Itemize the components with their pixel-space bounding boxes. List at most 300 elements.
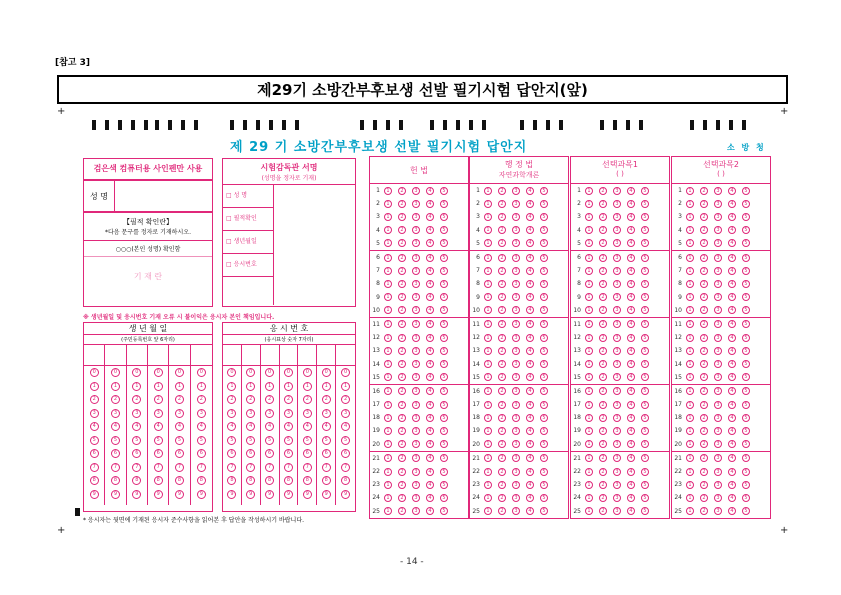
answer-bubble[interactable]: 3 [412,226,420,234]
answer-bubble[interactable]: 5 [540,280,548,288]
answer-bubble[interactable]: 3 [512,293,520,301]
answer-bubble[interactable]: 3 [512,254,520,262]
answer-bubble[interactable]: 4 [627,280,635,288]
digit-bubble[interactable]: 4 [132,422,141,431]
answer-bubble[interactable]: 2 [398,280,406,288]
answer-bubble[interactable]: 3 [613,293,621,301]
answer-bubble[interactable]: 3 [412,427,420,435]
answer-bubble[interactable]: 1 [585,427,593,435]
answer-bubble[interactable]: 5 [641,347,649,355]
answer-bubble[interactable]: 5 [742,347,750,355]
answer-bubble[interactable]: 2 [700,280,708,288]
digit-bubble[interactable]: 8 [227,476,236,485]
answer-bubble[interactable]: 4 [728,414,736,422]
digit-bubble[interactable]: 8 [246,476,255,485]
answer-bubble[interactable]: 3 [512,468,520,476]
answer-bubble[interactable]: 2 [398,267,406,275]
answer-bubble[interactable]: 3 [714,293,722,301]
answer-bubble[interactable]: 4 [426,320,434,328]
answer-bubble[interactable]: 1 [686,468,694,476]
answer-bubble[interactable]: 4 [728,200,736,208]
answer-bubble[interactable]: 3 [412,347,420,355]
digit-bubble[interactable]: 6 [246,449,255,458]
answer-bubble[interactable]: 4 [526,427,534,435]
digit-entry-cell[interactable] [84,345,104,366]
answer-bubble[interactable]: 2 [498,306,506,314]
answer-bubble[interactable]: 3 [512,481,520,489]
digit-entry-cell[interactable] [280,345,298,366]
answer-bubble[interactable]: 1 [686,481,694,489]
answer-bubble[interactable]: 3 [412,239,420,247]
answer-bubble[interactable]: 3 [714,267,722,275]
answer-bubble[interactable]: 1 [585,334,593,342]
answer-bubble[interactable]: 1 [585,239,593,247]
answer-bubble[interactable]: 5 [440,320,448,328]
answer-bubble[interactable]: 5 [641,494,649,502]
answer-bubble[interactable]: 1 [384,401,392,409]
answer-bubble[interactable]: 4 [426,334,434,342]
answer-bubble[interactable]: 3 [512,334,520,342]
digit-bubble[interactable]: 3 [132,409,141,418]
digit-bubble[interactable]: 6 [132,449,141,458]
answer-bubble[interactable]: 3 [512,387,520,395]
answer-bubble[interactable]: 2 [398,414,406,422]
answer-bubble[interactable]: 1 [384,306,392,314]
digit-bubble[interactable]: 5 [284,436,293,445]
answer-bubble[interactable]: 5 [742,360,750,368]
answer-bubble[interactable]: 1 [686,494,694,502]
answer-bubble[interactable]: 1 [484,401,492,409]
digit-bubble[interactable]: 2 [341,395,350,404]
answer-bubble[interactable]: 5 [440,454,448,462]
answer-bubble[interactable]: 3 [714,401,722,409]
answer-bubble[interactable]: 4 [728,254,736,262]
answer-bubble[interactable]: 2 [599,507,607,515]
answer-bubble[interactable]: 5 [540,401,548,409]
answer-bubble[interactable]: 1 [384,187,392,195]
answer-bubble[interactable]: 2 [599,213,607,221]
digit-bubble[interactable]: 3 [284,409,293,418]
digit-bubble[interactable]: 4 [227,422,236,431]
digit-bubble[interactable]: 7 [265,463,274,472]
digit-bubble[interactable]: 5 [246,436,255,445]
answer-bubble[interactable]: 2 [398,239,406,247]
digit-bubble[interactable]: 4 [265,422,274,431]
answer-bubble[interactable]: 4 [728,334,736,342]
answer-bubble[interactable]: 5 [641,254,649,262]
answer-bubble[interactable]: 4 [728,347,736,355]
digit-bubble[interactable]: 6 [197,449,206,458]
digit-bubble[interactable]: 0 [90,368,99,377]
answer-bubble[interactable]: 3 [412,320,420,328]
digit-entry-cell[interactable] [148,345,168,366]
answer-bubble[interactable]: 2 [398,427,406,435]
digit-entry-cell[interactable] [261,345,279,366]
digit-bubble[interactable]: 8 [154,476,163,485]
answer-bubble[interactable]: 5 [641,387,649,395]
answer-bubble[interactable]: 5 [742,494,750,502]
answer-bubble[interactable]: 5 [641,360,649,368]
digit-bubble[interactable]: 0 [111,368,120,377]
answer-bubble[interactable]: 1 [585,414,593,422]
digit-entry-cell[interactable] [191,345,212,366]
answer-bubble[interactable]: 3 [412,334,420,342]
answer-bubble[interactable]: 2 [498,267,506,275]
answer-bubble[interactable]: 3 [613,306,621,314]
answer-bubble[interactable]: 3 [512,401,520,409]
answer-bubble[interactable]: 2 [599,414,607,422]
answer-bubble[interactable]: 2 [498,213,506,221]
answer-bubble[interactable]: 2 [599,334,607,342]
answer-bubble[interactable]: 4 [426,360,434,368]
answer-bubble[interactable]: 1 [484,320,492,328]
digit-bubble[interactable]: 2 [322,395,331,404]
answer-bubble[interactable]: 2 [700,454,708,462]
answer-bubble[interactable]: 5 [540,187,548,195]
digit-bubble[interactable]: 6 [90,449,99,458]
answer-bubble[interactable]: 4 [426,494,434,502]
answer-bubble[interactable]: 4 [426,254,434,262]
answer-bubble[interactable]: 3 [412,293,420,301]
answer-bubble[interactable]: 3 [412,468,420,476]
digit-bubble[interactable]: 9 [303,490,312,499]
digit-bubble[interactable]: 7 [322,463,331,472]
answer-bubble[interactable]: 3 [412,213,420,221]
answer-bubble[interactable]: 2 [498,226,506,234]
answer-bubble[interactable]: 5 [742,293,750,301]
answer-bubble[interactable]: 1 [384,440,392,448]
answer-bubble[interactable]: 1 [686,454,694,462]
answer-bubble[interactable]: 2 [498,507,506,515]
answer-bubble[interactable]: 2 [700,187,708,195]
answer-bubble[interactable]: 5 [540,387,548,395]
answer-bubble[interactable]: 1 [384,427,392,435]
digit-bubble[interactable]: 2 [284,395,293,404]
answer-bubble[interactable]: 5 [440,187,448,195]
answer-bubble[interactable]: 4 [426,267,434,275]
answer-bubble[interactable]: 3 [714,334,722,342]
answer-bubble[interactable]: 1 [585,267,593,275]
digit-bubble[interactable]: 0 [303,368,312,377]
answer-bubble[interactable]: 5 [440,494,448,502]
digit-bubble[interactable]: 7 [154,463,163,472]
answer-bubble[interactable]: 2 [498,200,506,208]
digit-bubble[interactable]: 4 [284,422,293,431]
digit-bubble[interactable]: 7 [111,463,120,472]
answer-bubble[interactable]: 5 [540,373,548,381]
answer-bubble[interactable]: 4 [627,494,635,502]
answer-bubble[interactable]: 4 [728,239,736,247]
answer-bubble[interactable]: 2 [700,360,708,368]
answer-bubble[interactable]: 1 [686,334,694,342]
answer-bubble[interactable]: 2 [700,293,708,301]
answer-bubble[interactable]: 5 [540,481,548,489]
answer-bubble[interactable]: 3 [613,347,621,355]
answer-bubble[interactable]: 3 [714,427,722,435]
digit-bubble[interactable]: 4 [246,422,255,431]
answer-bubble[interactable]: 1 [686,200,694,208]
answer-bubble[interactable]: 2 [398,293,406,301]
answer-bubble[interactable]: 3 [412,401,420,409]
answer-bubble[interactable]: 4 [526,507,534,515]
answer-bubble[interactable]: 1 [484,387,492,395]
answer-bubble[interactable]: 5 [440,427,448,435]
digit-bubble[interactable]: 5 [303,436,312,445]
answer-bubble[interactable]: 5 [440,267,448,275]
digit-bubble[interactable]: 2 [246,395,255,404]
answer-bubble[interactable]: 2 [599,239,607,247]
answer-bubble[interactable]: 1 [484,454,492,462]
answer-bubble[interactable]: 3 [613,481,621,489]
digit-bubble[interactable]: 8 [175,476,184,485]
answer-bubble[interactable]: 2 [599,306,607,314]
answer-bubble[interactable]: 1 [484,360,492,368]
answer-bubble[interactable]: 2 [498,387,506,395]
answer-bubble[interactable]: 1 [585,306,593,314]
answer-bubble[interactable]: 1 [384,373,392,381]
answer-bubble[interactable]: 4 [728,213,736,221]
answer-bubble[interactable]: 1 [585,454,593,462]
digit-bubble[interactable]: 4 [197,422,206,431]
digit-bubble[interactable]: 8 [132,476,141,485]
digit-bubble[interactable]: 9 [284,490,293,499]
answer-bubble[interactable]: 1 [484,239,492,247]
answer-bubble[interactable]: 1 [686,347,694,355]
answer-bubble[interactable]: 2 [700,334,708,342]
answer-bubble[interactable]: 5 [540,320,548,328]
answer-bubble[interactable]: 2 [700,494,708,502]
answer-bubble[interactable]: 3 [512,306,520,314]
answer-bubble[interactable]: 2 [599,320,607,328]
answer-bubble[interactable]: 4 [426,454,434,462]
answer-bubble[interactable]: 2 [700,427,708,435]
answer-bubble[interactable]: 3 [613,401,621,409]
answer-bubble[interactable]: 5 [641,454,649,462]
answer-bubble[interactable]: 2 [599,267,607,275]
answer-bubble[interactable]: 1 [686,293,694,301]
digit-bubble[interactable]: 0 [132,368,141,377]
answer-bubble[interactable]: 3 [714,468,722,476]
answer-bubble[interactable]: 5 [540,468,548,476]
answer-bubble[interactable]: 5 [440,293,448,301]
digit-bubble[interactable]: 5 [90,436,99,445]
digit-bubble[interactable]: 9 [227,490,236,499]
answer-bubble[interactable]: 4 [627,360,635,368]
answer-bubble[interactable]: 1 [384,387,392,395]
answer-bubble[interactable]: 3 [714,200,722,208]
answer-bubble[interactable]: 1 [585,254,593,262]
digit-bubble[interactable]: 0 [197,368,206,377]
digit-bubble[interactable]: 6 [303,449,312,458]
answer-bubble[interactable]: 5 [641,187,649,195]
answer-bubble[interactable]: 2 [700,306,708,314]
answer-bubble[interactable]: 5 [742,213,750,221]
answer-bubble[interactable]: 1 [585,320,593,328]
answer-bubble[interactable]: 4 [728,481,736,489]
answer-bubble[interactable]: 3 [613,320,621,328]
answer-bubble[interactable]: 5 [742,200,750,208]
answer-bubble[interactable]: 2 [599,468,607,476]
answer-bubble[interactable]: 4 [627,440,635,448]
supervisor-check-item[interactable]: □ 성 명 [223,185,273,208]
answer-bubble[interactable]: 4 [426,200,434,208]
digit-bubble[interactable]: 0 [341,368,350,377]
answer-bubble[interactable]: 3 [714,507,722,515]
answer-bubble[interactable]: 4 [728,387,736,395]
digit-bubble[interactable]: 1 [132,382,141,391]
answer-bubble[interactable]: 1 [484,440,492,448]
digit-bubble[interactable]: 9 [154,490,163,499]
answer-bubble[interactable]: 2 [498,414,506,422]
answer-bubble[interactable]: 2 [398,254,406,262]
digit-bubble[interactable]: 7 [132,463,141,472]
answer-bubble[interactable]: 2 [398,507,406,515]
answer-bubble[interactable]: 3 [412,387,420,395]
answer-bubble[interactable]: 3 [714,320,722,328]
answer-bubble[interactable]: 2 [599,454,607,462]
answer-bubble[interactable]: 4 [627,334,635,342]
digit-bubble[interactable]: 9 [322,490,331,499]
answer-bubble[interactable]: 1 [484,306,492,314]
answer-bubble[interactable]: 1 [484,213,492,221]
answer-bubble[interactable]: 5 [742,254,750,262]
answer-bubble[interactable]: 5 [540,239,548,247]
answer-bubble[interactable]: 4 [728,468,736,476]
answer-bubble[interactable]: 3 [412,481,420,489]
answer-bubble[interactable]: 1 [585,347,593,355]
answer-bubble[interactable]: 1 [585,507,593,515]
digit-bubble[interactable]: 6 [341,449,350,458]
answer-bubble[interactable]: 4 [526,200,534,208]
answer-bubble[interactable]: 3 [714,494,722,502]
answer-bubble[interactable]: 5 [641,213,649,221]
answer-bubble[interactable]: 3 [512,454,520,462]
answer-bubble[interactable]: 2 [498,280,506,288]
answer-bubble[interactable]: 3 [512,347,520,355]
answer-bubble[interactable]: 2 [700,226,708,234]
digit-bubble[interactable]: 6 [227,449,236,458]
answer-bubble[interactable]: 1 [585,468,593,476]
answer-bubble[interactable]: 1 [585,226,593,234]
answer-bubble[interactable]: 1 [686,360,694,368]
answer-bubble[interactable]: 2 [700,347,708,355]
answer-bubble[interactable]: 3 [613,200,621,208]
answer-bubble[interactable]: 5 [540,226,548,234]
digit-bubble[interactable]: 5 [154,436,163,445]
answer-bubble[interactable]: 2 [498,373,506,381]
answer-bubble[interactable]: 5 [440,373,448,381]
answer-bubble[interactable]: 4 [426,213,434,221]
answer-bubble[interactable]: 2 [398,200,406,208]
answer-bubble[interactable]: 5 [742,373,750,381]
answer-bubble[interactable]: 4 [526,440,534,448]
answer-bubble[interactable]: 3 [412,267,420,275]
answer-bubble[interactable]: 5 [641,226,649,234]
answer-bubble[interactable]: 1 [384,293,392,301]
answer-bubble[interactable]: 1 [686,373,694,381]
answer-bubble[interactable]: 5 [540,427,548,435]
digit-bubble[interactable]: 5 [197,436,206,445]
answer-bubble[interactable]: 1 [484,334,492,342]
supervisor-check-item[interactable]: □ 필적확인 [223,208,273,231]
answer-bubble[interactable]: 1 [686,427,694,435]
answer-bubble[interactable]: 2 [700,254,708,262]
digit-bubble[interactable]: 2 [227,395,236,404]
answer-bubble[interactable]: 4 [728,267,736,275]
answer-bubble[interactable]: 5 [641,373,649,381]
answer-bubble[interactable]: 1 [384,347,392,355]
answer-bubble[interactable]: 4 [526,226,534,234]
answer-bubble[interactable]: 1 [384,280,392,288]
answer-bubble[interactable]: 4 [426,507,434,515]
answer-bubble[interactable]: 4 [728,226,736,234]
digit-bubble[interactable]: 4 [341,422,350,431]
answer-bubble[interactable]: 4 [526,454,534,462]
answer-bubble[interactable]: 1 [686,387,694,395]
answer-bubble[interactable]: 1 [384,254,392,262]
answer-bubble[interactable]: 5 [742,387,750,395]
answer-bubble[interactable]: 3 [613,454,621,462]
digit-bubble[interactable]: 3 [303,409,312,418]
answer-bubble[interactable]: 5 [540,267,548,275]
answer-bubble[interactable]: 1 [484,254,492,262]
answer-bubble[interactable]: 3 [613,507,621,515]
digit-bubble[interactable]: 4 [90,422,99,431]
digit-bubble[interactable]: 7 [341,463,350,472]
answer-bubble[interactable]: 3 [412,306,420,314]
answer-bubble[interactable]: 2 [599,226,607,234]
answer-bubble[interactable]: 3 [714,387,722,395]
digit-bubble[interactable]: 7 [175,463,184,472]
answer-bubble[interactable]: 5 [742,440,750,448]
answer-bubble[interactable]: 2 [398,320,406,328]
answer-bubble[interactable]: 4 [526,347,534,355]
digit-bubble[interactable]: 4 [111,422,120,431]
answer-bubble[interactable]: 4 [728,306,736,314]
answer-bubble[interactable]: 1 [686,239,694,247]
digit-bubble[interactable]: 4 [303,422,312,431]
answer-bubble[interactable]: 3 [714,360,722,368]
answer-bubble[interactable]: 3 [412,200,420,208]
answer-bubble[interactable]: 3 [512,226,520,234]
answer-bubble[interactable]: 1 [585,213,593,221]
answer-bubble[interactable]: 5 [540,306,548,314]
answer-bubble[interactable]: 3 [512,507,520,515]
digit-bubble[interactable]: 2 [197,395,206,404]
answer-bubble[interactable]: 5 [742,427,750,435]
answer-bubble[interactable]: 2 [599,280,607,288]
answer-bubble[interactable]: 5 [742,507,750,515]
answer-bubble[interactable]: 5 [540,347,548,355]
answer-bubble[interactable]: 3 [412,440,420,448]
answer-bubble[interactable]: 3 [714,213,722,221]
answer-bubble[interactable]: 2 [398,226,406,234]
answer-bubble[interactable]: 4 [627,347,635,355]
answer-bubble[interactable]: 3 [613,280,621,288]
answer-bubble[interactable]: 1 [686,507,694,515]
answer-bubble[interactable]: 4 [426,239,434,247]
answer-bubble[interactable]: 1 [686,401,694,409]
answer-bubble[interactable]: 5 [641,200,649,208]
answer-bubble[interactable]: 4 [426,280,434,288]
answer-bubble[interactable]: 5 [742,187,750,195]
answer-bubble[interactable]: 5 [440,306,448,314]
answer-bubble[interactable]: 1 [484,427,492,435]
answer-bubble[interactable]: 5 [742,454,750,462]
digit-bubble[interactable]: 9 [341,490,350,499]
answer-bubble[interactable]: 1 [484,280,492,288]
answer-bubble[interactable]: 1 [384,360,392,368]
